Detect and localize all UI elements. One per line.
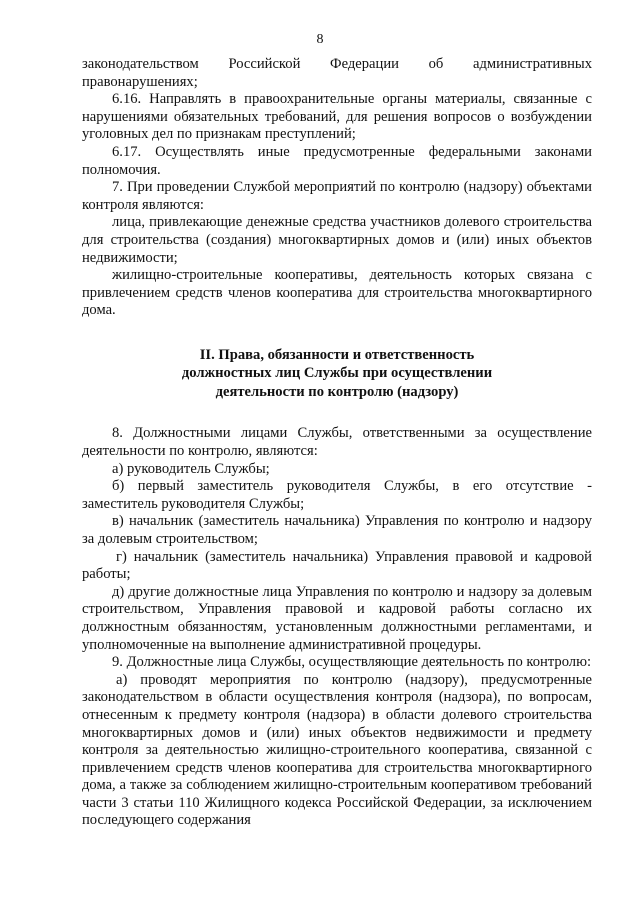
paragraph-9: 9. Должностные лица Службы, осуществляющие деятельность по контролю: — [112, 654, 592, 671]
paragraph-7-item-2: жилищно-строительные кооперативы, деятельность которых связана с привлечением средств членов кооператива для строительства многоквартирного дома. — [82, 267, 592, 319]
paragraph-8: 8. Должностными лицами Службы, ответственными за осуществление деятельности по контролю, являются: — [82, 425, 592, 459]
paragraph-6-16: 6.16. Направлять в правоохранительные органы материалы, связанные с нарушениями обязательных требований, для решения вопросов о возбуждении уголовных дел по признакам преступлений; — [82, 91, 592, 143]
section-heading-line-2: должностных лиц Службы при осуществлении — [181, 365, 493, 382]
page-number: 8 — [316, 32, 324, 47]
paragraph-7-item-1: лица, привлекающие денежные средства участников долевого строительства для строительства (создания) многоквартирных домов и (или) иных объектов недвижимости; — [82, 214, 592, 266]
paragraph-9-item-a: а) проводят мероприятия по контролю (надзору), предусмотренные законодательством в области осуществления контроля (надзора), по вопросам, отнесенным к предмету контроля (надзора) в области долевого строительства многоквартирных домов и (или) иных объектов недвижимости и предмету контроля за деятельностью жилищно-строительного кооператива, связанной с привлечением средств членов кооператива для строительства многоквартирного дома, а также за соблюдением жилищно-строительным кооперативом требований части 3 статьи 110 Жилищного кодекса Российской Федерации, за исключением последующего содержания — [82, 671, 592, 829]
paragraph: законодательством Российской Федерации об административных правонарушениях; — [82, 56, 592, 90]
paragraph-6-17: 6.17. Осуществлять иные предусмотренные федеральными законами полномочия. — [82, 143, 592, 178]
paragraph-7: 7. При проведении Службой мероприятий по контролю (надзору) объектами контроля являются: — [82, 179, 592, 213]
section-heading-line-1: II. Права, обязанности и ответственность — [199, 346, 475, 363]
paragraph-8-item-v: в) начальник (заместитель начальника) Управления по контролю и надзору за долевым строительством; — [82, 513, 592, 547]
document-body — [82, 56, 592, 830]
paragraph-8-item-g: г) начальник (заместитель начальника) Управления правовой и кадровой работы; — [82, 548, 592, 583]
paragraph-8-item-b: б) первый заместитель руководителя Службы, в его отсутствие - заместитель руководителя Службы; — [82, 478, 592, 512]
paragraph-8-item-a: а) руководитель Службы; — [112, 460, 270, 477]
section-heading-line-3: деятельности по контролю (надзору) — [215, 383, 459, 400]
section-heading — [82, 346, 592, 402]
paragraph-8-item-d: д) другие должностные лица Управления по контролю и надзору за долевым строительством, Управления правовой и кадровой работы согласно их должностным обязанностям, установленным должностными регламентами, и уполномоченные на выполнение административной процедуры. — [82, 583, 592, 653]
